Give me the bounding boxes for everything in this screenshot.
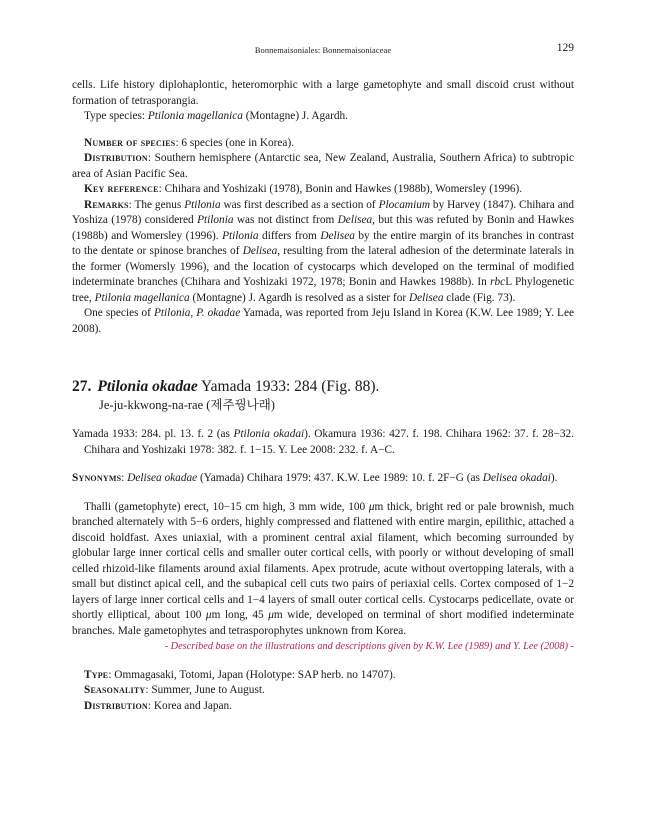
species-heading	[72, 377, 574, 396]
page-number: 129	[556, 42, 574, 54]
species-name: Ptilonia okadae	[97, 378, 198, 395]
korean-common-name: Je-ju-kkwong-na-rae (제주꿩나래)	[99, 398, 275, 412]
seasonality-entry: Seasonality: Summer, June to August.	[84, 684, 265, 696]
section-label: Distribution	[84, 699, 148, 712]
number-of-species-entry: Number of species: 6 species (one in Korea).	[84, 136, 295, 149]
species-distribution-entry: Distribution: Korea and Japan.	[84, 699, 232, 712]
description-attribution: - Described base on the illustrations and descriptions given by K.W. Lee (1989) and Y. Lee (2008) -	[164, 641, 574, 652]
key-reference-entry: Key reference: Chihara and Yoshizaki (1978), Bonin and Hawkes (1988b), Womersley (1996).	[84, 183, 523, 195]
section-label: Number of species	[84, 136, 176, 149]
species-citations: Yamada 1933: 284. pl. 13. f. 2 (as Ptilonia okadai). Okamura 1936: 427. f. 198. Chihara 1962: 37. f. 28−32. Chihara and Yoshizaki 1978: 382. f. 1−15. Y. Lee 2008: 232. f. A−C.	[72, 428, 574, 456]
section-label: Distribution	[84, 152, 148, 164]
section-label: Remarks	[84, 198, 129, 211]
korea-species-note: One species of Ptilonia, P. okadae Yamada, was reported from Jeju Island in Korea (K.W. Lee 1989; Y. Lee 2008).	[72, 307, 574, 335]
section-label: Seasonality	[84, 684, 146, 696]
page-header	[72, 43, 574, 59]
synonyms-entry: Synonyms: Delisea okadae (Yamada) Chihara 1979: 437. K.W. Lee 1989: 10. f. 2F−G (as Delisea okadai).	[72, 472, 558, 484]
genus-lifecycle-paragraph: cells. Life history diplohaplontic, heteromorphic with a large gametophyte and small discoid crust without formation of tetrasporangia.	[72, 79, 574, 107]
running-head: Bonnemaisoniales: Bonnemaisoniaceae	[254, 46, 392, 55]
section-label: Key reference	[84, 183, 159, 195]
genus-distribution-entry: Distribution: Southern hemisphere (Antarctic sea, New Zealand, Australia, Southern Africa) to subtropic area of Asian Pacific Sea.	[72, 152, 574, 180]
remarks-entry: Remarks: The genus Ptilonia was first described as a section of Plocamium by Harvey (1847). Chihara and Yoshiza (1978) considered Ptilonia was not distinct from Delisea, but this was refuted by Bonin and Hawkes (1988b) and Womersley (1996). Ptilonia differs from Delisea by the entire margin of its branches in contrast to the dentate or spinose branches of Delisea, resulting from the lateral adhesion of the determinate laterals in the former (Womersly 1996), and the location of cystocarps which developed on the terminal of modified indeterminate branches (Chihara and Yoshizaki 1972, 1978; Bonin and Hawkes 1988b). In rbcL Phylogenetic tree, Ptilonia magellanica (Montagne) J. Agardh is resolved as a sister for Delisea clade (Fig. 73).	[72, 198, 575, 304]
section-label: Synonyms	[72, 472, 122, 484]
type-entry: Type: Ommagasaki, Totomi, Japan (Holotype: SAP herb. no 14707).	[84, 668, 396, 681]
section-label: Type	[84, 668, 109, 681]
taxon-name: Ptilonia magellanica	[147, 110, 243, 122]
type-species-line: Type species: Ptilonia magellanica (Montagne) J. Agardh.	[84, 110, 349, 122]
species-number: 27.	[72, 378, 92, 395]
page-body	[72, 78, 574, 714]
species-authority: Yamada 1933: 284 (Fig. 88).	[197, 378, 380, 395]
species-description: Thalli (gametophyte) erect, 10−15 cm high, 3 mm wide, 100 μm thick, bright red or pale brownish, much branched alternately with 5−6 orders, highly compressed and flattened with entire margin, epilithic, attached a discoid holdfast. Axes uniaxial, with a prominent central axial filament, which becoming surrounded by globular large inner cortical cells and smaller outer cortical cells, with poorly or without developing of small celled rhizoid-like filaments around axial filaments. Apex protrude, acute without overtopping laterals, with a small but distinct apical cell, and the subapical cell cuts two pairs of periaxial cells. Cortex composed of 1−2 layers of large inner cortical cells and 1−4 layers of small outer cortical cells. Cystocarps pedicellate, ovate or shortly elliptical, about 100 μm long, 45 μm wide, developed on terminal of short modified indeterminate branches. Male gametophytes and tetrasporophytes unknown from Korea.	[72, 500, 574, 637]
